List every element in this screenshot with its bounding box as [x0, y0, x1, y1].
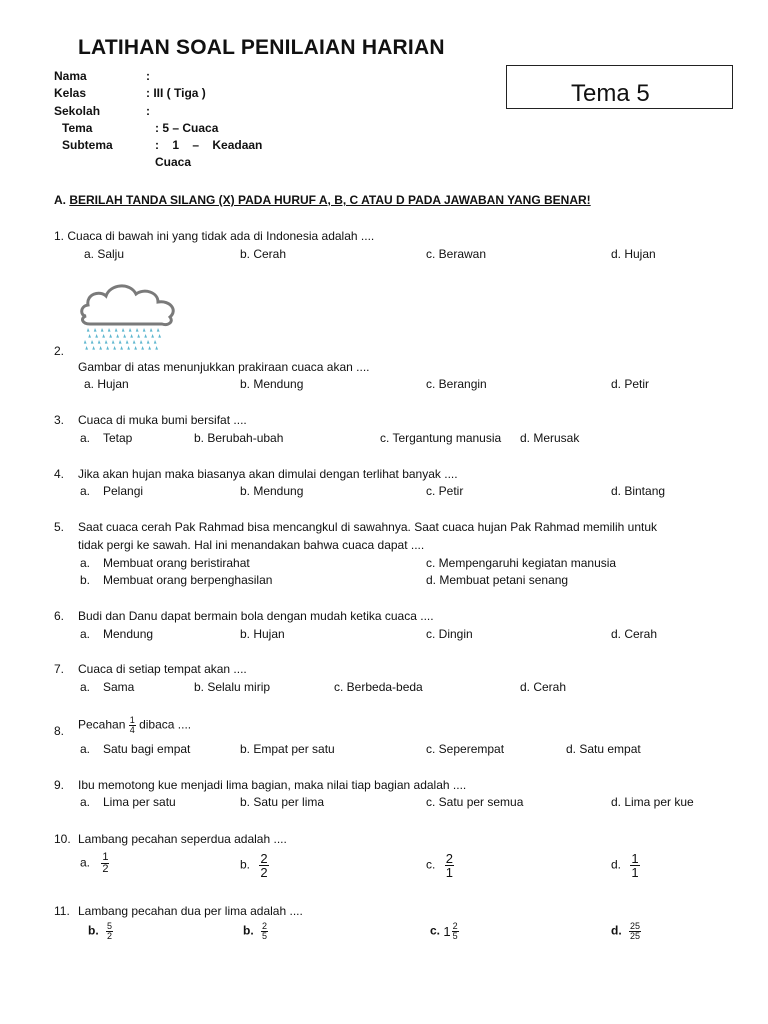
page-title: LATIHAN SOAL PENILAIAN HARIAN	[78, 36, 445, 59]
q10-b-numerator: 2	[260, 851, 268, 866]
q11-option-c-fraction	[452, 922, 459, 941]
q11-a-numerator: 5	[107, 921, 113, 931]
q4-option-c[interactable]: c. Petir	[426, 484, 464, 498]
q11-a-denominator: 2	[107, 931, 113, 941]
q11-number: 11.	[54, 904, 70, 918]
q2-text: Gambar di atas menunjukkan prakiraan cuaca akan ....	[78, 360, 370, 374]
rain-drop	[157, 328, 160, 332]
q10-a-numerator: 1	[102, 851, 109, 863]
q5-option-d[interactable]: d. Membuat petani senang	[426, 573, 569, 587]
q10-number: 10.	[54, 832, 71, 846]
q11-option-a[interactable]	[88, 922, 113, 941]
q3-option-c[interactable]: c. Tergantung manusia	[380, 431, 502, 445]
nama-label: Nama	[54, 69, 87, 83]
rain-drop	[130, 334, 133, 338]
q9-option-a[interactable]: Lima per satu	[103, 795, 176, 809]
q5-text-2: tidak pergi ke sawah. Hal ini menandakan bahwa cuaca dapat ....	[78, 538, 425, 552]
rain-drop	[112, 340, 115, 344]
q11-d-denominator: 25	[630, 931, 641, 941]
rain-drop	[87, 328, 90, 332]
q8-frac-numerator: 1	[129, 715, 135, 725]
q10-option-a[interactable]	[80, 852, 109, 875]
q10-option-a-fraction	[101, 852, 109, 875]
q10-a-denominator: 2	[102, 863, 109, 875]
q8-text	[78, 716, 191, 735]
q5-number: 5.	[54, 520, 65, 534]
q10-option-d-letter: d.	[611, 857, 622, 872]
tema-box-label: Tema 5	[571, 80, 650, 107]
q8-option-a-letter: a.	[80, 742, 91, 756]
q8-option-d[interactable]: d. Satu empat	[566, 742, 641, 756]
rain-drop	[88, 334, 91, 338]
q4-text: Jika akan hujan maka biasanya akan dimulai dengan terlihat banyak ....	[78, 467, 458, 481]
q4-option-a-letter: a.	[80, 484, 91, 498]
rain-drop	[109, 334, 112, 338]
q7-option-a-letter: a.	[80, 680, 91, 694]
q8-option-a[interactable]: Satu bagi empat	[103, 742, 191, 756]
q7-option-d[interactable]: d. Cerah	[520, 680, 567, 694]
rain-cloud-icon	[78, 280, 182, 352]
rain-drop	[126, 340, 129, 344]
rain-drop	[99, 346, 102, 350]
q10-option-d[interactable]	[611, 852, 640, 879]
q5-option-c[interactable]: c. Mempengaruhi kegiatan manusia	[426, 556, 617, 570]
q7-option-b[interactable]: b. Selalu mirip	[194, 680, 271, 694]
q3-option-d[interactable]: d. Merusak	[520, 431, 580, 445]
rain-drop	[115, 328, 118, 332]
rain-drop	[134, 346, 137, 350]
q11-option-d-letter: d.	[611, 923, 622, 938]
kelas-value: : III ( Tiga )	[146, 86, 206, 100]
q10-option-c-letter: c.	[426, 857, 436, 872]
sekolah-value: :	[146, 104, 150, 118]
q11-option-d[interactable]	[611, 922, 641, 941]
q10-option-c[interactable]	[426, 852, 454, 879]
rain-drop	[127, 346, 130, 350]
q7-text: Cuaca di setiap tempat akan ....	[78, 662, 247, 676]
q10-option-c-fraction	[445, 852, 454, 879]
q3-text: Cuaca di muka bumi bersifat ....	[78, 413, 247, 427]
q5-option-b-letter: b.	[80, 573, 91, 587]
rain-drop	[119, 340, 122, 344]
q1-option-a[interactable]: a. Salju	[84, 247, 125, 261]
q10-d-numerator: 1	[631, 851, 639, 866]
q11-option-d-fraction	[629, 922, 641, 941]
q10-d-denominator: 1	[631, 865, 639, 880]
q6-text: Budi dan Danu dapat bermain bola dengan mudah ketika cuaca ....	[78, 609, 434, 623]
q8-text-pre: Pecahan	[78, 717, 126, 732]
q6-option-d[interactable]: d. Cerah	[611, 627, 658, 641]
rain-drop	[122, 328, 125, 332]
rain-drop	[148, 346, 151, 350]
q4-number: 4.	[54, 467, 65, 481]
q10-option-b-letter: b.	[240, 857, 251, 872]
q2-number: 2.	[54, 344, 65, 358]
q10-c-denominator: 1	[445, 865, 453, 880]
q7-option-a[interactable]: Sama	[103, 680, 135, 694]
rain-drop	[158, 334, 161, 338]
rain-drop	[120, 346, 123, 350]
rain-drop	[140, 340, 143, 344]
q2-option-b[interactable]: b. Mendung	[240, 377, 304, 391]
q10-option-d-fraction	[630, 852, 639, 879]
q9-text: Ibu memotong kue menjadi lima bagian, maka nilai tiap bagian adalah ....	[78, 778, 467, 792]
q11-option-b-fraction	[261, 922, 268, 941]
rain-drop	[92, 346, 95, 350]
q11-option-b[interactable]	[243, 922, 268, 941]
q6-option-c[interactable]: c. Dingin	[426, 627, 473, 641]
section-a-instruction	[54, 193, 591, 207]
q2-option-a[interactable]: a. Hujan	[84, 377, 129, 391]
sekolah-label: Sekolah	[54, 104, 101, 118]
subtema-value-2: Cuaca	[155, 155, 192, 169]
q10-option-a-letter: a.	[80, 855, 91, 870]
q5-option-b[interactable]: Membuat orang berpenghasilan	[103, 573, 273, 587]
q6-option-a[interactable]: Mendung	[103, 627, 154, 641]
q3-option-b[interactable]: b. Berubah-ubah	[194, 431, 284, 445]
rain-drop	[116, 334, 119, 338]
q1-option-c[interactable]: c. Berawan	[426, 247, 487, 261]
q10-option-b[interactable]	[240, 852, 269, 879]
q11-option-a-fraction	[106, 922, 113, 941]
rain-drop	[143, 328, 146, 332]
q1-option-b[interactable]: b. Cerah	[240, 247, 287, 261]
q8-number: 8.	[54, 724, 65, 738]
rain-drop	[147, 340, 150, 344]
q4-option-b[interactable]: b. Mendung	[240, 484, 304, 498]
rain-drop	[154, 340, 157, 344]
rain-drop	[137, 334, 140, 338]
q7-number: 7.	[54, 662, 65, 676]
rain-drop	[94, 328, 97, 332]
q3-option-a-letter: a.	[80, 431, 91, 445]
q3-number: 3.	[54, 413, 65, 427]
q11-b-numerator: 2	[262, 921, 268, 931]
rain-drop	[133, 340, 136, 344]
q11-option-b-letter: b.	[243, 923, 254, 938]
rain-drop	[113, 346, 116, 350]
q8-text-post: dibaca ....	[139, 717, 192, 732]
q9-option-b[interactable]: b. Satu per lima	[240, 795, 325, 809]
q11-b-denominator: 5	[262, 931, 268, 941]
rain-drop	[85, 346, 88, 350]
rain-drop	[150, 328, 153, 332]
rain-drop	[106, 346, 109, 350]
rain-drop	[155, 346, 158, 350]
rain-drop	[91, 340, 94, 344]
q3-option-a[interactable]: Tetap	[103, 431, 133, 445]
q11-option-c-letter: c.	[430, 923, 441, 938]
rain-drop	[141, 346, 144, 350]
subtema-label: Subtema	[62, 138, 113, 152]
q11-text: Lambang pecahan dua per lima adalah ....	[78, 904, 303, 918]
q11-c-numerator: 2	[452, 921, 458, 931]
q9-option-d[interactable]: d. Lima per kue	[611, 795, 694, 809]
rain-drop	[101, 328, 104, 332]
section-a-text: BERILAH TANDA SILANG (X) PADA HURUF A, B, C ATAU D PADA JAWABAN YANG BENAR!	[69, 193, 591, 207]
q1-number: 1.	[54, 229, 65, 243]
rain-drop	[98, 340, 101, 344]
q10-c-numerator: 2	[445, 851, 453, 866]
subtema-value: : 1 – Keadaan	[155, 138, 263, 152]
q1-text: Cuaca di bawah ini yang tidak ada di Indonesia adalah ....	[67, 229, 375, 243]
q11-c-whole: 1	[443, 924, 451, 939]
tema-value: : 5 – Cuaca	[155, 121, 219, 135]
q9-option-a-letter: a.	[80, 795, 91, 809]
section-a-prefix: A.	[54, 193, 70, 207]
rain-drop	[84, 340, 87, 344]
rain-drop	[136, 328, 139, 332]
q4-option-d[interactable]: d. Bintang	[611, 484, 666, 498]
q9-option-c[interactable]: c. Satu per semua	[426, 795, 524, 809]
rain-drop	[123, 334, 126, 338]
q5-option-a-letter: a.	[80, 556, 91, 570]
nama-value: :	[146, 69, 150, 83]
q11-option-a-letter: b.	[88, 923, 99, 938]
q11-d-numerator: 25	[630, 921, 641, 931]
q6-option-b[interactable]: b. Hujan	[240, 627, 285, 641]
tema-label: Tema	[62, 121, 93, 135]
q8-frac-denominator: 4	[129, 725, 135, 735]
rain-drop	[105, 340, 108, 344]
rain-drop	[95, 334, 98, 338]
q9-number: 9.	[54, 778, 65, 792]
q11-c-denominator: 5	[452, 931, 458, 941]
rain-drop	[129, 328, 132, 332]
q7-option-c[interactable]: c. Berbeda-beda	[334, 680, 423, 694]
q8-option-c[interactable]: c. Seperempat	[426, 742, 505, 756]
q10-option-b-fraction	[259, 852, 268, 879]
q10-b-denominator: 2	[260, 865, 268, 880]
q6-number: 6.	[54, 609, 65, 623]
q5-option-a[interactable]: Membuat orang beristirahat	[103, 556, 250, 570]
q10-text: Lambang pecahan seperdua adalah ....	[78, 832, 287, 846]
rain-drop	[144, 334, 147, 338]
kelas-label: Kelas	[54, 86, 87, 100]
q11-option-c[interactable]	[430, 922, 459, 941]
q6-option-a-letter: a.	[80, 627, 91, 641]
question-1	[54, 229, 374, 243]
q8-option-b[interactable]: b. Empat per satu	[240, 742, 335, 756]
rain-drop	[108, 328, 111, 332]
q5-text: Saat cuaca cerah Pak Rahmad bisa mencangkul di sawahnya. Saat cuaca hujan Pak Rahmad memilih untuk	[78, 520, 657, 534]
q1-option-d[interactable]: d. Hujan	[611, 247, 656, 261]
rain-drop	[151, 334, 154, 338]
rain-drop	[102, 334, 105, 338]
q2-option-d[interactable]: d. Petir	[611, 377, 650, 391]
tema-box	[506, 65, 733, 109]
q2-option-c[interactable]: c. Berangin	[426, 377, 487, 391]
q4-option-a[interactable]: Pelangi	[103, 484, 144, 498]
q8-fraction	[129, 716, 136, 735]
